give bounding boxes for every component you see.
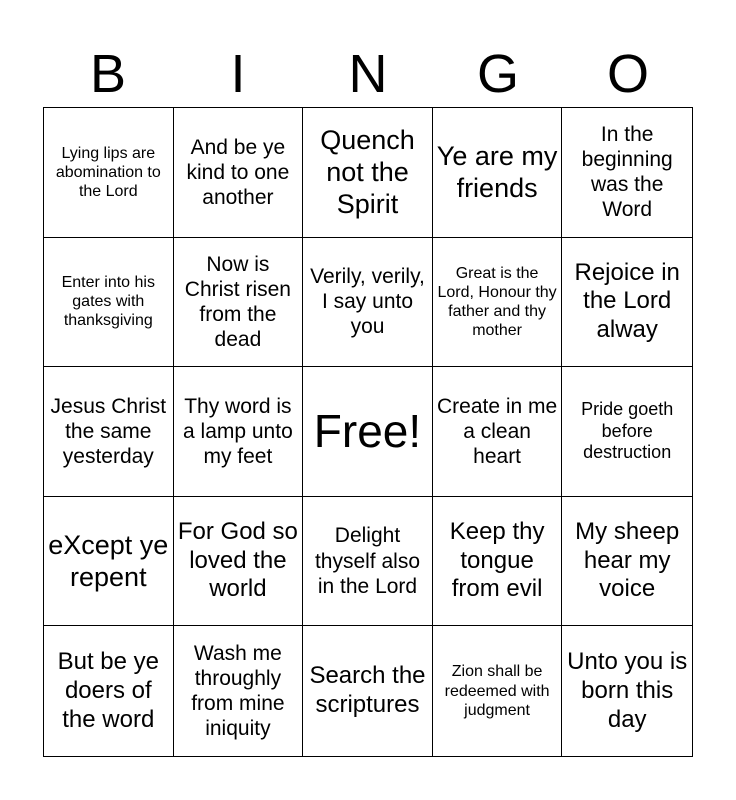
cell-text: Delight thyself also in the Lord [314, 524, 421, 598]
bingo-cell-5-4[interactable] [433, 626, 563, 756]
bingo-cell-5-1[interactable] [44, 626, 174, 756]
header-letter-o: O [606, 44, 649, 104]
cell-text: Quench not the Spirit [320, 124, 415, 220]
bingo-cell-3-4[interactable] [433, 367, 563, 497]
header-letter-b: B [89, 44, 127, 104]
bingo-cell-1-4[interactable] [433, 108, 563, 238]
bingo-cell-3-5[interactable] [562, 367, 692, 497]
cell-text: But be ye doers of the word [57, 648, 159, 733]
cell-text: Thy word is a lamp unto my feet [183, 394, 293, 469]
bingo-cell-free[interactable] [303, 367, 433, 497]
cell-text: Lying lips are abomination to the Lord [55, 144, 161, 200]
cell-text: Create in me a clean heart [436, 394, 558, 469]
bingo-cell-1-3[interactable] [303, 108, 433, 238]
bingo-cell-1-2[interactable] [174, 108, 304, 238]
header-letter-i: I [230, 44, 246, 104]
bingo-cell-2-4[interactable] [433, 238, 563, 368]
bingo-cell-2-5[interactable] [562, 238, 692, 368]
bingo-cell-5-3[interactable] [303, 626, 433, 756]
bingo-cell-4-3[interactable] [303, 497, 433, 627]
bingo-cell-1-5[interactable] [562, 108, 692, 238]
bingo-grid [43, 107, 693, 757]
header-letter-n: N [348, 44, 388, 104]
bingo-cell-1-1[interactable] [44, 108, 174, 238]
cell-text: Keep thy tongue from evil [449, 517, 545, 603]
cell-text: Search the scriptures [309, 662, 426, 719]
cell-text: Verily, verily, I say unto you [310, 265, 425, 339]
cell-text: Rejoice in the Lord alway [574, 258, 680, 344]
header-letter-g: G [476, 44, 519, 104]
bingo-cell-5-2[interactable] [174, 626, 304, 756]
cell-text: Ye are my friends [436, 140, 558, 204]
cell-text: And be ye kind to one another [186, 135, 290, 209]
bingo-cell-5-5[interactable] [562, 626, 692, 756]
bingo-cell-4-4[interactable] [433, 497, 563, 627]
cell-text: Wash me throughly from mine iniquity [191, 641, 285, 741]
cell-text: Pride goeth before destruction [581, 399, 674, 463]
bingo-header [43, 40, 693, 108]
cell-text: My sheep hear my voice [575, 517, 680, 603]
bingo-cell-2-1[interactable] [44, 238, 174, 368]
cell-text: In the beginning was the Word [581, 122, 673, 222]
bingo-cell-3-2[interactable] [174, 367, 304, 497]
cell-text: For God so loved the world [177, 517, 298, 603]
bingo-cell-4-5[interactable] [562, 497, 692, 627]
bingo-cell-2-2[interactable] [174, 238, 304, 368]
bingo-cell-4-1[interactable] [44, 497, 174, 627]
bingo-cell-3-1[interactable] [44, 367, 174, 497]
bingo-cell-4-2[interactable] [174, 497, 304, 627]
bingo-cell-2-3[interactable] [303, 238, 433, 368]
cell-text: Great is the Lord, Honour thy father and thy mother [437, 264, 557, 340]
cell-text: Jesus Christ the same yesterday [50, 394, 167, 469]
cell-text: Unto you is born this day [567, 648, 688, 733]
cell-text: Zion shall be redeemed with judgment [444, 663, 550, 719]
free-space-text: Free! [313, 404, 422, 457]
cell-text: Now is Christ risen from the dead [184, 252, 291, 352]
cell-text: eXcept ye repent [48, 529, 169, 593]
cell-text: Enter into his gates with thanksgiving [61, 274, 155, 330]
